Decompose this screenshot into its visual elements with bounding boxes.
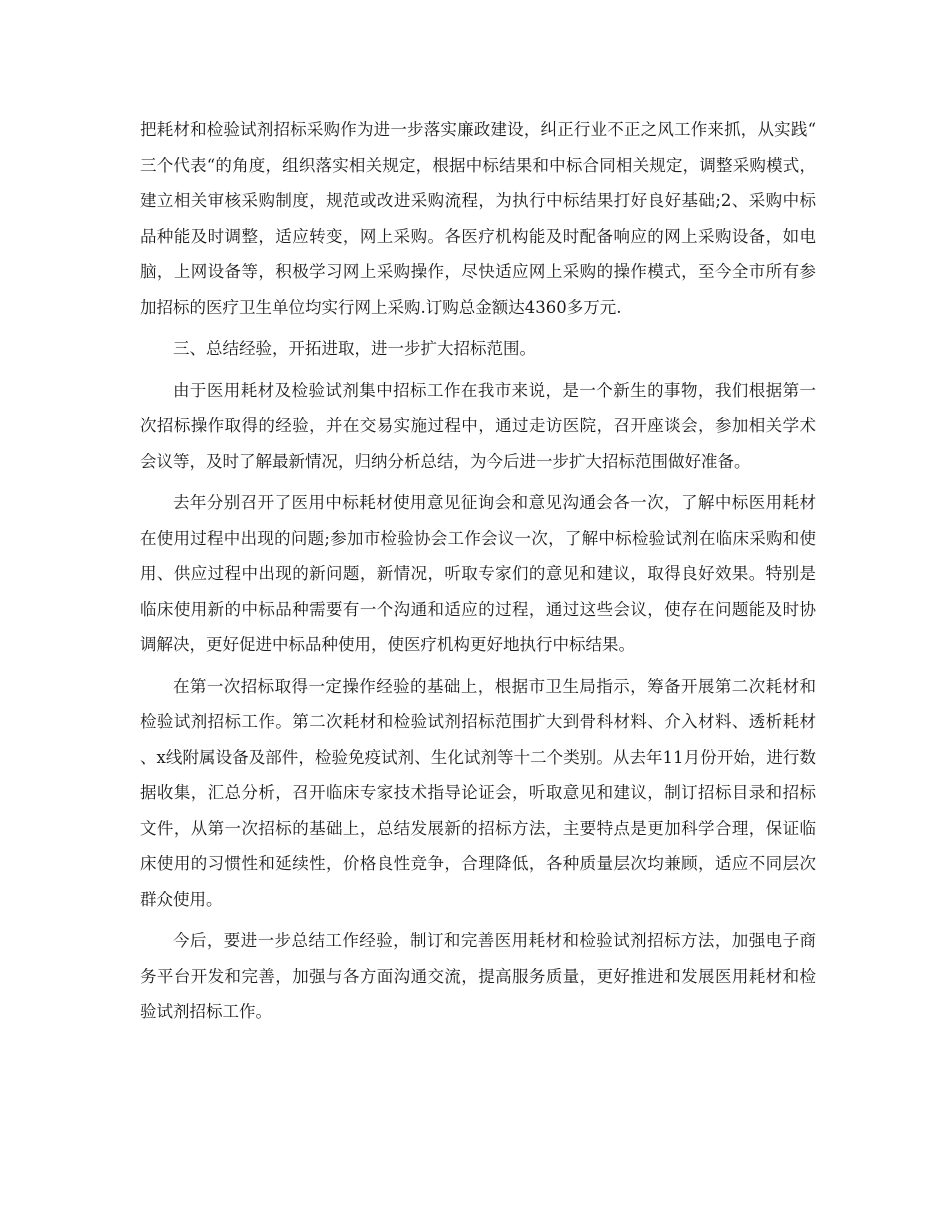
paragraph-future-work: 今后，要进一步总结工作经验，制订和完善医用耗材和检验试剂招标方法，加强电子商务平台开发和完善，加强与各方面沟通交流，提高服务质量，更好推进和发展医用耗材和检验试剂招标工作。 xyxy=(140,931,816,1021)
paragraph-second-tender: 在第一次招标取得一定操作经验的基础上，根据市卫生局指示，筹备开展第二次耗材和检验试剂招标工作。第二次耗材和检验试剂招标范围扩大到骨科材料、介入材料、透析耗材、x线附属设备及部件，检验免疫试剂、生化试剂等十二个类别。从去年11月份开始，进行数据收集，汇总分析，召开临床专家技术指导论证会，听取意见和建议，制订招标目录和招标文件，从第一次招标的基础上，总结发展新的招标方法，主要特点是更加科学合理，保证临床使用的习惯性和延续性，价格良性竞争，合理降低，各种质量层次均兼顾，适应不同层次群众使用。 xyxy=(140,676,816,909)
paragraph-procurement-reform: 把耗材和检验试剂招标采购作为进一步落实廉政建设，纠正行业不正之风工作来抓，从实践“三个代表“的角度，组织落实相关规定，根据中标结果和中标合同相关规定，调整采购模式，建立相关审核采购制度，规范或改进采购流程，为执行中标结果打好良好基础;2、采购中标品种能及时调整，适应转变，网上采购。各医疗机构能及时配备响应的网上采购设备，如电脑，上网设备等，积极学习网上采购操作，尽快适应网上采购的操作模式，至今全市所有参加招标的医疗卫生单位均实行网上采购.订购总金额达4360多万元. xyxy=(140,120,816,317)
document-page xyxy=(140,112,816,1030)
paragraph-experience: 由于医用耗材及检验试剂集中招标工作在我市来说，是一个新生的事物，我们根据第一次招标操作取得的经验，并在交易实施过程中，通过走访医院，召开座谈会，参加相关学术会议等，及时了解最新情况，归纳分析总结，为今后进一步扩大招标范围做好准备。 xyxy=(140,380,816,471)
section-heading-summary: 三、总结经验，开拓进取，进一步扩大招标范围。 xyxy=(173,339,536,358)
paragraph-meetings: 去年分别召开了医用中标耗材使用意见征询会和意见沟通会各一次，了解中标医用耗材在使用过程中出现的问题;参加市检验协会工作会议一次，了解中标检验试剂在临床采购和使用、供应过程中出现的新问题，新情况，听取专家们的意见和建议，取得良好效果。特别是临床使用新的中标品种需要有一个沟通和适应的过程，通过这些会议，使存在问题能及时协调解决，更好促进中标品种使用，使医疗机构更好地执行中标结果。 xyxy=(140,493,816,654)
